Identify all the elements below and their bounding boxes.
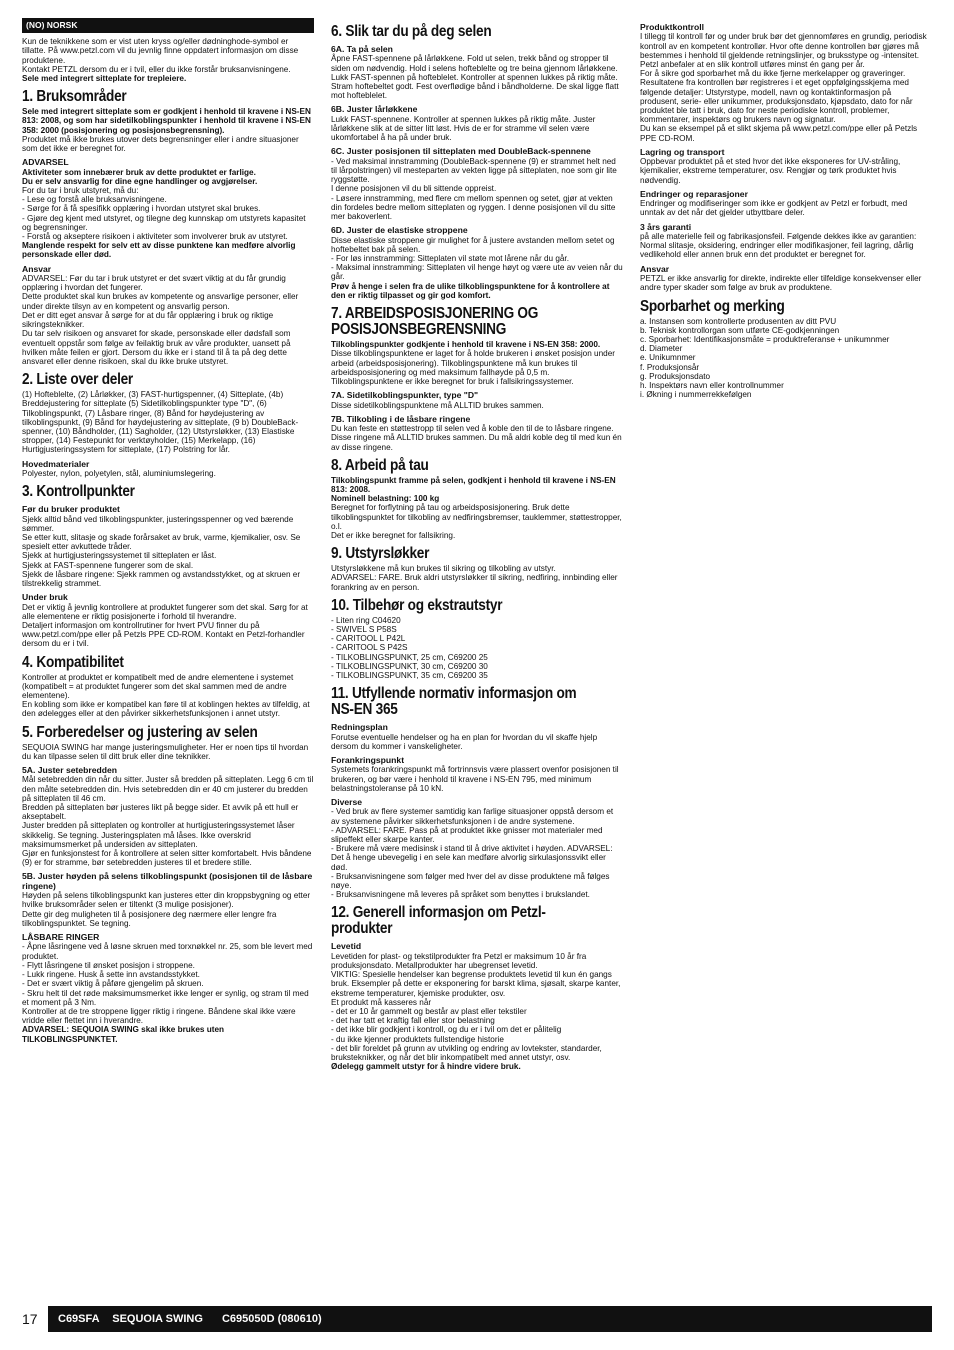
paragraph: Produktet må ikke brukes utover dets begrensninger eller i andre situasjoner som det ikke er beregnet for. — [22, 134, 299, 154]
footer-model: C69SFA — [58, 1313, 100, 1325]
paragraph: - Åpne låsringene ved å løsne skruen med torxnøkkel nr. 25, som ble levert med produktet. — [22, 942, 313, 961]
paragraph: Det er ditt eget ansvar å sørge for at du får opplæring i bruk og riktige sikringsteknikker. — [22, 310, 274, 330]
subheading: 5B. Juster høyden på selens tilkoblingspunkt (posisjonen til de låsbare ringene) — [22, 871, 313, 891]
paragraph: Detaljert informasjon om kontrollrutiner for hvert PVU finner du på www.petzl.com/ppe eller på Petzls PPE CD-ROM. Kontakt en Petzl-forhandler dersom du er i tvil. — [22, 620, 305, 649]
paragraph: Prøv å henge i selen fra de ulike tilkoblingspunktene for å kontrollere at den er riktig tilpasset og gir god komfort. — [331, 281, 610, 300]
section-heading: 11. Utfyllende normativ informasjon om NS-EN 365 — [331, 685, 577, 719]
paragraph: For du tar i bruk utstyret, må du: — [22, 186, 139, 196]
paragraph: Beregnet for forflytning på tau og arbeidsposisjonering. Bruk dette tilkoblingspunktet for tilkobling av nedfiringsbremser, tauklemmer, støttestropper, o.l. — [331, 503, 622, 531]
paragraph: - Det er svært viktig å påføre gjengelim på skruen. — [22, 979, 204, 989]
subheading: Ansvar — [22, 263, 52, 274]
paragraph: Kontakt PETZL dersom du er i tvil, eller du ikke forstår bruksanvisningene. — [22, 64, 291, 74]
subheading: Hovedmaterialer — [22, 458, 90, 469]
paragraph: SEQUOIA SWING har mange justeringsmuligheter. Her er noen tips til hvordan du kan tilpasse selen til ditt bruk eller dine teknikker. — [22, 742, 309, 761]
paragraph: Du er selv ansvarlig for dine egne handlinger og avgjørelser. — [22, 176, 258, 186]
subheading: Lagring og transport — [640, 146, 725, 157]
paragraph: - Flytt låsringene til ønsket posisjon i stroppene. — [22, 960, 195, 970]
paragraph: Bredden på sitteplaten bør justeres likt på begge sider. Et avvik på ett hull er akseptabelt. — [22, 803, 299, 822]
section-heading: 6. Slik tar du på deg selen — [331, 23, 492, 40]
paragraph: e. Unikumnmer — [640, 353, 696, 363]
subheading: Før du bruker produktet — [22, 504, 120, 515]
paragraph: - TILKOBLINGSPUNKT, 30 cm, C69200 30 — [331, 661, 488, 671]
paragraph: I denne posisjonen vil du bli sittende oppreist. — [331, 184, 497, 194]
paragraph: ADVARSEL: Før du tar i bruk utstyret er det svært viktig at du får grundig opplæring i hvordan det fungerer. — [22, 274, 286, 293]
paragraph: Sjekk alltid bånd ved tilkoblingspunkter, justeringsspenner og ved bærende sømmer. — [22, 514, 294, 533]
section-heading: Sporbarhet og merking — [640, 297, 785, 315]
paragraph: Utstyrsløkkene må kun brukes til sikring og tilkobling av utstyr. — [331, 564, 556, 574]
paragraph: Nominell belastning: 100 kg — [331, 494, 440, 504]
paragraph: - CARITOOL S P42S — [331, 643, 408, 653]
paragraph: på alle materielle feil og fabrikasjonsfeil. Følgende dekkes ikke av garantien: Normal slitasje, oksidering, endringer eller modifikasjoner, feil lagring, dårlig vedlikehold eller annen bruk enn det produktet er beregnet for. — [640, 232, 917, 260]
paragraph: d. Diameter — [640, 344, 683, 354]
subheading: 6A. Ta på selen — [331, 44, 393, 54]
paragraph: - ADVARSEL: FARE. Pass på at produktet ikke gnisser mot materialer med slipeffekt eller skarpe kanter. — [331, 825, 603, 845]
subheading: 7B. Tilkobling i de låsbare ringene — [331, 413, 471, 424]
paragraph: Tilkoblingspunktene er ikke beregnet for bruk i fallsikringssystemer. — [331, 376, 574, 386]
paragraph: - Lukk ringene. Husk å sette inn avstandsstykket. — [22, 970, 200, 980]
paragraph: Disse elastiske stroppene gir mulighet for å justere avstanden mellom setet og hoftebeltet bak på selen. — [331, 235, 615, 254]
section-heading: 8. Arbeid på tau — [331, 456, 429, 474]
paragraph: Se etter kutt, slitasje og skade forårsaket av bruk, varme, kjemikalier, osv. Se spesielt etter avkuttede tråder. — [22, 532, 301, 552]
section-heading: 12. Generell informasjon om Petzl-produkter — [331, 904, 546, 938]
paragraph: Du kan se eksempel på et slikt skjema på www.petzl.com/ppe eller på Petzls PPE CD-ROM. — [640, 124, 918, 143]
paragraph: Mål setebredden din når du sitter. Juster så bredden på sitteplaten. Legg 6 cm til den målte setebredden din. Hvis setebredden din er 40 cm justerer du bredden på sitteplaten til 46 cm. — [22, 775, 314, 803]
paragraph: c. Sporbarhet: Identifikasjonsmåte = produktreferanse + unikumnmer — [640, 334, 890, 344]
section-heading: 9. Utstyrsløkker — [331, 545, 430, 563]
paragraph: Dette produktet skal kun brukes av kompetente og ansvarlige personer, eller under direkte tilsyn av en kompetent og ansvarlig person. — [22, 292, 299, 311]
paragraph: Oppbevar produktet på et sted hvor det ikke eksponeres for UV-stråling, kjemikalier, ekstreme temperaturer, osv. Rengjør og tørk produktet hvis nødvendig. — [640, 157, 901, 185]
paragraph: - det blir foreldet på grunn av utvikling og endring av lovtekster, standarder, bruksteknikker, og når det blir inkompatibelt med annet utstyr, osv. — [331, 1043, 602, 1063]
paragraph: Endringer og modifiseringer som ikke er godkjent av Petzl er forbudt, med unntak av det når det gjelder utbyttbare deler. — [640, 199, 908, 218]
paragraph: Kontroller at produktet er kompatibelt med de andre elementene i systemet (kompatibelt = at produktet fungerer som det skal sammen med de andre elementene). — [22, 672, 294, 700]
paragraph: - Bruksanvisningene som følger med hver del av disse produktene må følges nøye. — [331, 871, 610, 891]
paragraph: Aktiviteter som innebærer bruk av dette produktet er farlige. — [22, 167, 256, 177]
paragraph: g. Produksjonsdato — [640, 371, 711, 381]
subheading: Redningsplan — [331, 722, 388, 733]
footer-reference: C695050D (080610) — [221, 1313, 322, 1325]
paragraph: - du ikke kjenner produktets fullstendige historie — [331, 1034, 504, 1044]
paragraph: Sele med integrert sitteplate som er godkjent i henhold til kravene i NS-EN 813: 2008, og som har sidetilkoblingspunkter i henhold til kravene i NS-EN 358: 2000 (posisjonering og posisjonsbegrensning). — [22, 107, 311, 135]
subheading: Forankringspunkt — [331, 755, 405, 765]
paragraph: - TILKOBLINGSPUNKT, 35 cm, C69200 35 — [331, 670, 488, 680]
paragraph: Forutse eventuelle hendelser og ha en plan for hvordan du vil skaffe hjelp dersom du kommer i vanskeligheter. — [331, 732, 598, 751]
paragraph: Manglende respekt for selv ett av disse punktene kan medføre alvorlig personskade eller død. — [22, 241, 296, 260]
footer-product: SEQUOIA SWING — [112, 1313, 203, 1325]
paragraph: - Løsere innstramming, med flere cm mellom spennen og setet, gjør at vekten din fordeles bedre mellom sitteplaten og ryggen. I denne posisjonen vil du sitte mer bakoverlent. — [331, 193, 616, 222]
subheading: Produktkontroll — [640, 22, 704, 32]
paragraph: Du kan feste en støttestropp til selen ved å koble den til de to låsbare ringene. Disse ringene må ALLTID brukes sammen. Du må aldri koble deg til med kun én av disse ringene. — [331, 424, 622, 452]
section-heading: 4. Kompatibilitet — [22, 653, 124, 671]
subheading: 6D. Juster de elastiske stroppene — [331, 225, 468, 236]
paragraph: Sele med integrert sitteplate for trepleiere. — [22, 74, 187, 84]
paragraph: Systemets forankringspunkt må fortrinnsvis være plassert ovenfor posisjonen til brukeren, og bør være i henhold til kravene i NS-EN 795, med minimum belastningstoleranse på 10 kN. — [331, 765, 619, 793]
paragraph: Høyden på selens tilkoblingspunkt kan justeres etter din kroppsbygning og etter hvilke bruksområder selen er tiltenkt (3 mulige posisjoner). — [22, 891, 311, 910]
paragraph: - Gjøre deg kjent med utstyret, og tilegne deg kunnskap om utstyrets kapasitet og begrensninger. — [22, 213, 306, 232]
subheading: ADVARSEL — [22, 157, 69, 168]
paragraph: Levetiden for plast- og tekstilprodukter fra Petzl er maksimum 10 år fra produksjonsdato. Metallprodukter har ubegrenset levetid. — [331, 951, 587, 971]
paragraph: - Maksimal innstramming: Sitteplaten vil henge høyt og være ute av veien når du går. — [331, 263, 623, 282]
paragraph: Ødelegg gammelt utstyr for å hindre videre bruk. — [331, 1062, 521, 1072]
paragraph: Lukk FAST-spennen på hofteblelet. Kontroller at spennen lukkes på riktig måte. Stram hoftebeltet godt. Fest overflødige bånd i båndholderne. De skal ligge flatt mot hofteblelet. — [331, 72, 619, 101]
paragraph: Disse sidetilkoblingspunktene må ALLTID brukes sammen. — [331, 400, 544, 410]
paragraph: b. Teknisk kontrollorgan som utførte CE-godkjenningen — [640, 325, 840, 335]
footer-bar — [48, 1306, 932, 1332]
section-heading: 5. Forberedelser og justering av selen — [22, 723, 258, 741]
paragraph: - Bruksanvisningene må leveres på språket som benyttes i brukslandet. — [331, 890, 590, 900]
paragraph: - Forstå og akseptere risikoen i aktiviteter som involverer bruk av utstyret. — [22, 232, 288, 242]
paragraph: ADVARSEL: SEQUOIA SWING skal ikke brukes uten TILKOBLINGSPUNKTET. — [22, 1025, 225, 1044]
paragraph: - CARITOOL L P42L — [331, 634, 406, 644]
paragraph: h. Inspektørs navn eller kontrollnummer — [640, 380, 784, 390]
column-2 — [331, 18, 623, 1072]
paragraph: - Skru helt til det røde maksimumsmerket ikke lenger er synlig, og stram til med et moment på 3 Nm. — [22, 988, 309, 1007]
subheading: Levetid — [331, 941, 362, 952]
paragraph: Tilkoblingspunkt framme på selen, godkjent i henhold til kravene i NS-EN 813: 2008. — [331, 475, 616, 494]
paragraph: Sjekk at FAST-spennene fungerer som de skal. — [22, 560, 194, 570]
paragraph: Juster bredden på sitteplaten og kontroller at hurtigjusteringssystemet låser skikkelig. Se tegning. Justeringsplaten må låses. Ikke overskrid maksimumsmerket på undersiden av sitteplaten. — [22, 821, 295, 849]
paragraph: Dette gir deg muligheten til å posisjonere deg nærmere eller lengre fra tilkoblingspunktet. Se tegning. — [22, 909, 277, 928]
subheading: 6C. Juster posisjonen til sitteplaten med DoubleBack-spennene — [331, 146, 591, 157]
paragraph: (1) Hofteblelte, (2) Lårløkker, (3) FAST-hurtigspenner, (4) Sitteplate, (4b) Breddejustering for sitteplate (5) Sidetilkoblingspunkter type "D", (6) Tilkoblingspunkt, (7) Låsbare ringer, (8) Bånd for høydejustering av tilkoblingspunkt, (9) Bånd for høydejustering av sitteplate, (9 b) DoubleBack-spenner, (10) Båndholder, (11) Sagholder, (12) Utstyrsløkker, (13) Elastiske stropper, (14) Festepunkt for verktøyholder, (15) Merkelapp, (16) Hurtigjusteringssystem for sitteplate, (17) Polstring for lår. — [22, 390, 299, 455]
paragraph: a. Instansen som kontrollerte produsenten av ditt PVU — [640, 316, 837, 326]
section-heading: 7. ARBEIDSPOSISJONERING OG POSISJONSBEGRENSNING — [331, 305, 539, 339]
paragraph: I tillegg til kontroll før og under bruk bør det gjennomføres en grundig, periodisk kontroll av en kompetent kontrollør. Hvor ofte denne kontrollen bør gjøres må bestemmes i henhold til gjeldende retningslinjer, og bruksstype og -intensitet. Petzl anbefaler at en slik kontroll utføres minst én gang per år. — [640, 32, 927, 70]
section-heading: 2. Liste over deler — [22, 371, 133, 389]
paragraph: - SWIVEL S P58S — [331, 624, 397, 634]
paragraph: - Brukere må være medisinsk i stand til å drive aktivitet i høyden. ADVARSEL: Det å henge ubevegelig i en sele kan medføre alvorlig sirkulasjonssvikt eller død. — [331, 844, 613, 872]
paragraph: En kobling som ikke er kompatibel kan føre til at koblingen hektes av tilfeldig, at den ødelegges eller at den påvirker sikkerhetsfunksjonen i annet utstyr. — [22, 700, 310, 719]
paragraph: Kontroller at de tre stroppene ligger riktig i ringene. Båndene skal ikke være vridde eller flettet inn i hverandre. — [22, 1006, 296, 1026]
paragraph: - det ikke blir godkjent i kontroll, og du er i tvil om det er pålitelig — [331, 1025, 562, 1035]
paragraph: VIKTIG: Spesielle hendelser kan begrense produktets levetid til kun én gangs bruk. Eksempler på dette er eksponering for barskt klima, sjøsalt, skarpe kanter, ekstreme temperaturer, kjemiske produkter, osv. — [331, 970, 621, 998]
paragraph: - Ved maksimal innstramming (DoubleBack-spennene (9) er strammet helt ned til lårpolstringen) vil mesteparten av vekten ligge på sitteplaten, noe som gir lite ryggstøtte. — [331, 156, 617, 185]
subheading: 3 års garanti — [640, 221, 692, 232]
subheading: LÅSBARE RINGER — [22, 932, 100, 943]
paragraph: Sjekk at hurtigjusteringssystemet til sitteplaten er låst. — [22, 551, 217, 561]
subheading: 7A. Sidetilkoblingspunkter, type "D" — [331, 390, 479, 401]
subheading: Under bruk — [22, 592, 68, 603]
section-heading: 3. Kontrollpunkter — [22, 483, 135, 501]
paragraph: i. Økning i nummerrekkefølgen — [640, 390, 752, 400]
paragraph: - det har tatt et kraftig fall eller stor belastning — [331, 1016, 495, 1026]
paragraph: - Ved bruk av flere systemer samtidig kan farlige situasjoner oppstå dersom et av systemene påvirker sikkerhetsfunksjonen i de andre systemene. — [331, 807, 614, 826]
paragraph: Resultatene fra kontrollen bør registreres i et eget oppfølgingsskjema med følgende detaljer: Utstyrstype, modell, navn og kontaktinformasjon på produsent, serie- eller unikummer, produksjonsdato, kjøpsdato, dato for når produktet ble tatt i bruk, dato for neste periodiske kontroll, problemer, kommentarer, inspektørs og brukers navn og signatur. — [640, 78, 913, 125]
paragraph: Gjør en funksjonstest for å kontrollere at selen sitter komfortabelt. Hvis båndene (9) er for stramme, bør setebredden justeres til et bredere stille. — [22, 849, 312, 868]
subheading: Diverse — [331, 797, 363, 808]
column-1 — [22, 18, 314, 1044]
paragraph: Det er viktig å jevnlig kontrollere at produktet fungerer som det skal. Sørg for at alle elementene er riktig posisjonerte i forhold til hverandre. — [22, 602, 308, 621]
section-heading: 1. Bruksområder — [22, 88, 127, 106]
subheading: Endringer og reparasjoner — [640, 188, 748, 199]
paragraph: - Lese og forstå alle bruksanvisningene. — [22, 195, 167, 205]
paragraph: f. Produksjonsår — [640, 362, 700, 372]
paragraph: Åpne FAST-spennene på lårløkkene. Fold ut selen, trekk bånd og stropper til siden om nødvendig. Hold i selens hofteblelte og tre beina gjennom lårløkkene. — [331, 54, 618, 73]
paragraph: Det er ikke beregnet for fallsikring. — [331, 530, 456, 540]
paragraph: Et produkt må kasseres når — [331, 997, 432, 1007]
section-heading: 10. Tilbehør og ekstrautstyr — [331, 596, 503, 614]
column-3 — [640, 18, 932, 399]
subheading: Ansvar — [640, 263, 670, 274]
paragraph: - Liten ring C04620 — [331, 615, 401, 625]
paragraph: - For løs innstramming: Sitteplaten vil støte mot lårene når du går. — [331, 254, 569, 264]
subheading: 6B. Juster lårløkkene — [331, 104, 418, 115]
paragraph: Polyester, nylon, polyetylen, stål, aluminiumslegering. — [22, 468, 216, 478]
paragraph: ADVARSEL: FARE. Bruk aldri utstyrsløkker til sikring, nedfiring, innbinding eller forankring av en person. — [331, 573, 618, 592]
paragraph: PETZL er ikke ansvarlig for direkte, indirekte eller tilfeldige konsekvenser eller andre typer skader som følge av bruk av produktene. — [640, 274, 922, 293]
paragraph: - det er 10 år gammelt og består av plast eller tekstiler — [331, 1007, 527, 1017]
language-label: (NO) NORSK — [22, 18, 314, 33]
paragraph: Tilkoblingspunkter godkjente i henhold til kravene i NS-EN 358: 2000. — [331, 340, 601, 350]
paragraph: Kun de teknikkene som er vist uten kryss og/eller dødninghode-symbol er tillatte. På www.petzl.com vil du jevnlig finne oppdatert informasjon om disse produktene. — [22, 37, 299, 65]
page-number: 17 — [22, 1311, 38, 1327]
paragraph: Lukk FAST-spennene. Kontroller at spennen lukkes på riktig måte. Juster lårløkkene slik at de sitter litt løst. Hvis de er for stramme vil selen være ukomfortabel å ha på under bruk. — [331, 114, 596, 143]
paragraph: Disse tilkoblingspunktene er laget for å holde brukeren i ønsket posisjon under arbeid (arbeidsposisjonering). Tilkoblingspunktene må kun brukes til arbeidsposisjonering og med maksimum fallhøyde på 0,5 m. — [331, 349, 615, 377]
paragraph: - Sørge for å få spesifikk opplæring i hvordan utstyret skal brukes. — [22, 204, 261, 214]
subheading: 5A. Juster setebredden — [22, 765, 118, 776]
paragraph: Sjekk de låsbare ringene: Sjekk rammen og avstandsstykket, og at skruen er tilstrekkelig strammet. — [22, 569, 301, 588]
paragraph: - TILKOBLINGSPUNKT, 25 cm, C69200 25 — [331, 652, 488, 662]
paragraph: For å sikre god sporbarhet må du ikke fjerne merkelapper og graveringer. — [640, 69, 906, 79]
paragraph: Du tar selv risikoen og ansvaret for skade, personskade eller dødsfall som eventuelt oppstår som følge av feilaktig bruk av våre produkter, uansett på hvilken måte feilen er gjort. Dersom du ikke er i stand til å ta på deg dette ansvaret eller denne risikoen, skal du ikke bruke utstyret. — [22, 329, 291, 366]
